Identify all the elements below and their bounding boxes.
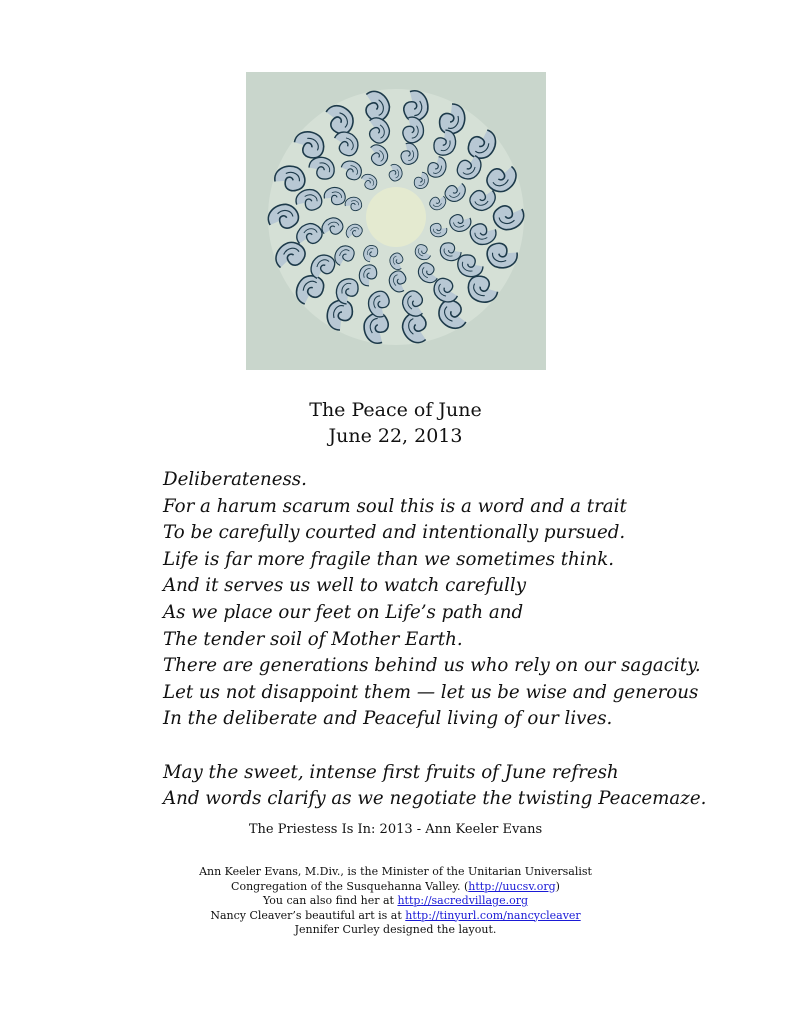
poem-line: And words clarify as we negotiate the twisting Peacemaze. — [163, 788, 707, 810]
byline: The Priestess Is In: 2013 - Ann Keeler Evans — [248, 822, 543, 837]
poem-date: June 22, 2013 — [328, 425, 463, 447]
poem-body — [163, 467, 763, 813]
credit-line-artist: Nancy Cleaver’s beautiful art is at http://tinyurl.com/nancycleaver — [210, 908, 581, 922]
credit-line-minister: Ann Keeler Evans, M.Div., is the Minister of the Unitarian Universalist — [199, 865, 592, 878]
credits — [0, 865, 791, 938]
poem-line: There are generations behind us who rely on our sagacity. — [163, 655, 701, 677]
poem-title: The Peace of June — [309, 399, 482, 421]
credit-line-congregation: Congregation of the Susquehanna Valley. (http://uucsv.org) — [231, 879, 560, 893]
mandala-svg — [246, 72, 546, 370]
uucsv-link[interactable]: http://uucsv.org — [468, 879, 556, 893]
poem-header — [0, 397, 791, 449]
poem-line: Let us not disappoint them — let us be wise and generous — [163, 681, 699, 703]
poem-line: Deliberateness. — [163, 469, 307, 490]
sacredvillage-link[interactable]: http://sacredvillage.org — [397, 894, 528, 907]
mandala-artwork — [246, 72, 546, 370]
poem-line: May the sweet, intense first fruits of June refresh — [163, 761, 619, 783]
poem-line: In the deliberate and Peaceful living of our lives. — [163, 708, 613, 730]
poem-line: The tender soil of Mother Earth. — [163, 628, 463, 650]
poem-line: For a harum scarum soul this is a word and a trait — [163, 495, 627, 517]
poem-line: As we place our feet on Life’s path and — [163, 601, 524, 623]
poem-line: To be carefully courted and intentionally pursued. — [163, 522, 626, 544]
stanza-break — [163, 733, 763, 760]
poem-line: And it serves us well to watch carefully — [163, 575, 526, 597]
nancycleaver-link[interactable]: http://tinyurl.com/nancycleaver — [405, 908, 581, 922]
credit-line-layout: Jennifer Curley designed the layout. — [294, 923, 497, 936]
credit-line-sacredvillage: You can also find her at http://sacredvillage.org — [263, 894, 528, 907]
poem-line: Life is far more fragile than we sometimes think. — [163, 548, 615, 570]
